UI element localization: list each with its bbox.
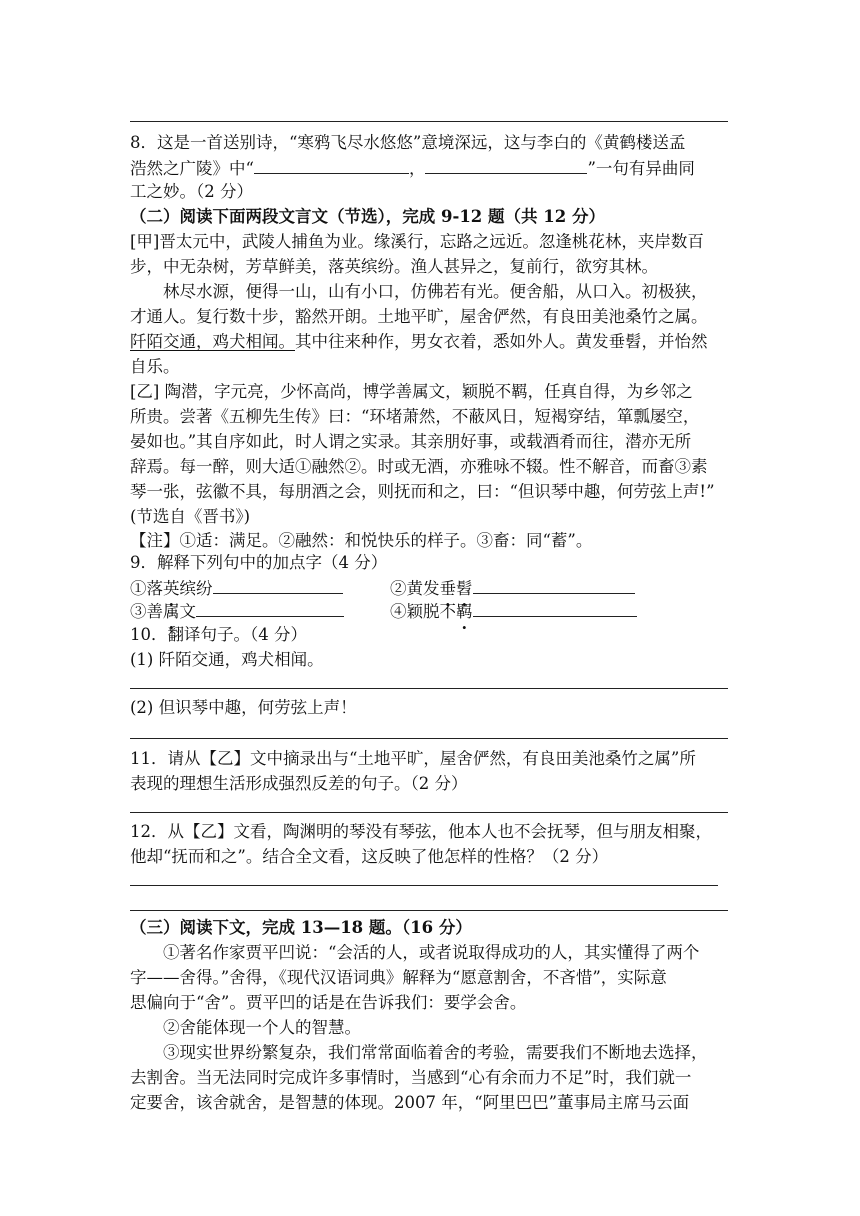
q8-text-c: ”一句有异曲同 bbox=[587, 159, 695, 178]
q10-stem: 10．翻译句子。（4 分） bbox=[130, 625, 307, 644]
q8-blank-2[interactable] bbox=[425, 157, 587, 174]
q8-text-b: ， bbox=[408, 159, 426, 178]
q12-line2: 他却“抚而和之”。结合全文看，这反映了他怎样的性格？（2 分） bbox=[130, 847, 609, 866]
sec3-p3-line3: 定要舍，该舍就舍，是智慧的体现。2007 年，“阿里巴巴”董事局主席马云面 bbox=[130, 1093, 690, 1112]
answer-line bbox=[130, 688, 728, 689]
answer-line bbox=[130, 885, 718, 886]
answer-line bbox=[130, 121, 728, 122]
q12-line1: 12．从【乙】文看，陶渊明的琴没有琴弦，他本人也不会抚琴，但与朋友相聚， bbox=[130, 822, 712, 841]
answer-line bbox=[130, 738, 728, 739]
q9-item3-dotted-char: 属 bbox=[163, 602, 180, 621]
jia-line4: 才通人。复行数十步，豁然开朗。土地平旷，屋舍俨然，有良田美池桑竹之属。 bbox=[130, 307, 708, 326]
sec3-p1-line3: 思偏向于“舍”。贾平凹的话是在告诉我们：要学会舍。 bbox=[130, 993, 527, 1012]
q9-item3-blank[interactable] bbox=[196, 600, 344, 617]
section3-heading: （三）阅读下文，完成 13—18 题。（16 分） bbox=[130, 918, 472, 937]
q9-item4-blank[interactable] bbox=[473, 600, 637, 617]
section2-heading: （二）阅读下面两段文言文（节选），完成 9-12 题（共 12 分） bbox=[130, 207, 605, 226]
jia-underlined-sentence: 阡陌交通，鸡犬相闻。 bbox=[130, 332, 295, 351]
q9-item2 bbox=[390, 577, 680, 600]
jia-line5 bbox=[130, 331, 730, 353]
jia-line2: 步，中无杂树，芳草鲜美，落英缤纷。渔人甚异之，复前行，欲穷其林。 bbox=[130, 257, 658, 276]
q9-item4 bbox=[390, 600, 680, 623]
yi-line2: 所贵。尝著《五柳先生传》曰：“环堵萧然，不蔽风日，短褐穿结，箪瓢屡空， bbox=[130, 407, 700, 426]
jia-line6: 自乐。 bbox=[130, 357, 180, 376]
q8-line2 bbox=[130, 157, 730, 180]
sec3-p3-line2: 去割舍。当无法同时完成许多事情时，当感到“心有余而力不足”时，我们就一 bbox=[130, 1068, 692, 1087]
annotation-note: 【注】①适：满足。②融然：和悦快乐的样子。③畜：同“蓄”。 bbox=[130, 531, 593, 550]
q8-blank-1[interactable] bbox=[254, 157, 409, 174]
q8-text-a: 浩然之广陵》中“ bbox=[130, 159, 254, 178]
sec3-p2: ②舍能体现一个人的智慧。 bbox=[163, 1018, 361, 1037]
yi-line3: 晏如也。”其自序如此，时人谓之实录。其亲朋好事，或载酒肴而往，潜亦无所 bbox=[130, 432, 692, 451]
sec3-p3-line1: ③现实世界纷繁复杂，我们常常面临着舍的考验，需要我们不断地去选择， bbox=[163, 1043, 708, 1062]
q9-item1-blank[interactable] bbox=[213, 577, 343, 594]
q11-line1: 11．请从【乙】文中摘录出与“土地平旷，屋舍俨然，有良田美池桑竹之属”所 bbox=[130, 749, 696, 768]
q9-item3-post: 文 bbox=[179, 602, 196, 621]
q9-item1-dotted-char: 英 bbox=[163, 579, 180, 598]
q9-item4-pre: ④颖脱不 bbox=[390, 602, 456, 621]
q9-item3-pre: ③善 bbox=[130, 602, 163, 621]
q10-sentence2: (2) 但识琴中趣，何劳弦上声！ bbox=[130, 698, 357, 717]
sec3-p1-line1: ①著名作家贾平凹说：“会活的人，或者说取得成功的人，其实懂得了两个 bbox=[163, 943, 700, 962]
yi-line1: [乙] 陶潜，字元亮，少怀高尚，博学善属文，颖脱不羁，任真自得，为乡邻之 bbox=[130, 382, 693, 401]
answer-line bbox=[130, 812, 728, 813]
q9-item2-dotted-char: 垂 bbox=[439, 579, 456, 598]
q9-item2-pre: ②黄发 bbox=[390, 579, 440, 598]
q10-sentence1: (1) 阡陌交通，鸡犬相闻。 bbox=[130, 650, 324, 669]
q9-item1-pre: ①落 bbox=[130, 579, 163, 598]
jia-line3: 林尽水源，便得一山，山有小口，仿佛若有光。便舍船，从口入。初极狭， bbox=[163, 282, 708, 301]
sec3-p1-line2: 字——舍得。”舍得，《现代汉语词典》解释为“愿意割舍，不吝惜”，实际意 bbox=[130, 968, 667, 987]
q9-item4-dotted-char: 羁 bbox=[456, 602, 473, 621]
q9-item2-dotted-char2: 髫 bbox=[456, 579, 473, 598]
yi-line4: 辞焉。每一醉，则大适①融然②。时或无酒，亦雅咏不辍。性不解音，而畜③素 bbox=[130, 457, 708, 476]
yi-source: (节选自《晋书》) bbox=[130, 507, 251, 526]
answer-line bbox=[130, 910, 728, 911]
jia-line5-rest: 其中往来种作，男女衣着，悉如外人。黄发垂髫，并怡然 bbox=[295, 332, 708, 351]
q9-item1-post: 缤纷 bbox=[179, 579, 213, 598]
q8-line1: 8．这是一首送别诗，“寒鸦飞尽水悠悠”意境深远，这与李白的《黄鹤楼送孟 bbox=[130, 133, 686, 152]
q8-line3: 工之妙。（2 分） bbox=[130, 182, 253, 201]
yi-line5: 琴一张，弦徽不具，每朋酒之会，则抚而和之，曰：“但识琴中趣，何劳弦上声!” bbox=[130, 482, 715, 501]
q11-line2: 表现的理想生活形成强烈反差的句子。（2 分） bbox=[130, 774, 468, 793]
q9-item2-blank[interactable] bbox=[473, 577, 635, 594]
q9-stem: 9．解释下列句中的加点字（4 分） bbox=[130, 553, 388, 572]
jia-line1: [甲]晋太元中，武陵人捕鱼为业。缘溪行，忘路之远近。忽逢桃花林，夹岸数百 bbox=[130, 232, 704, 251]
